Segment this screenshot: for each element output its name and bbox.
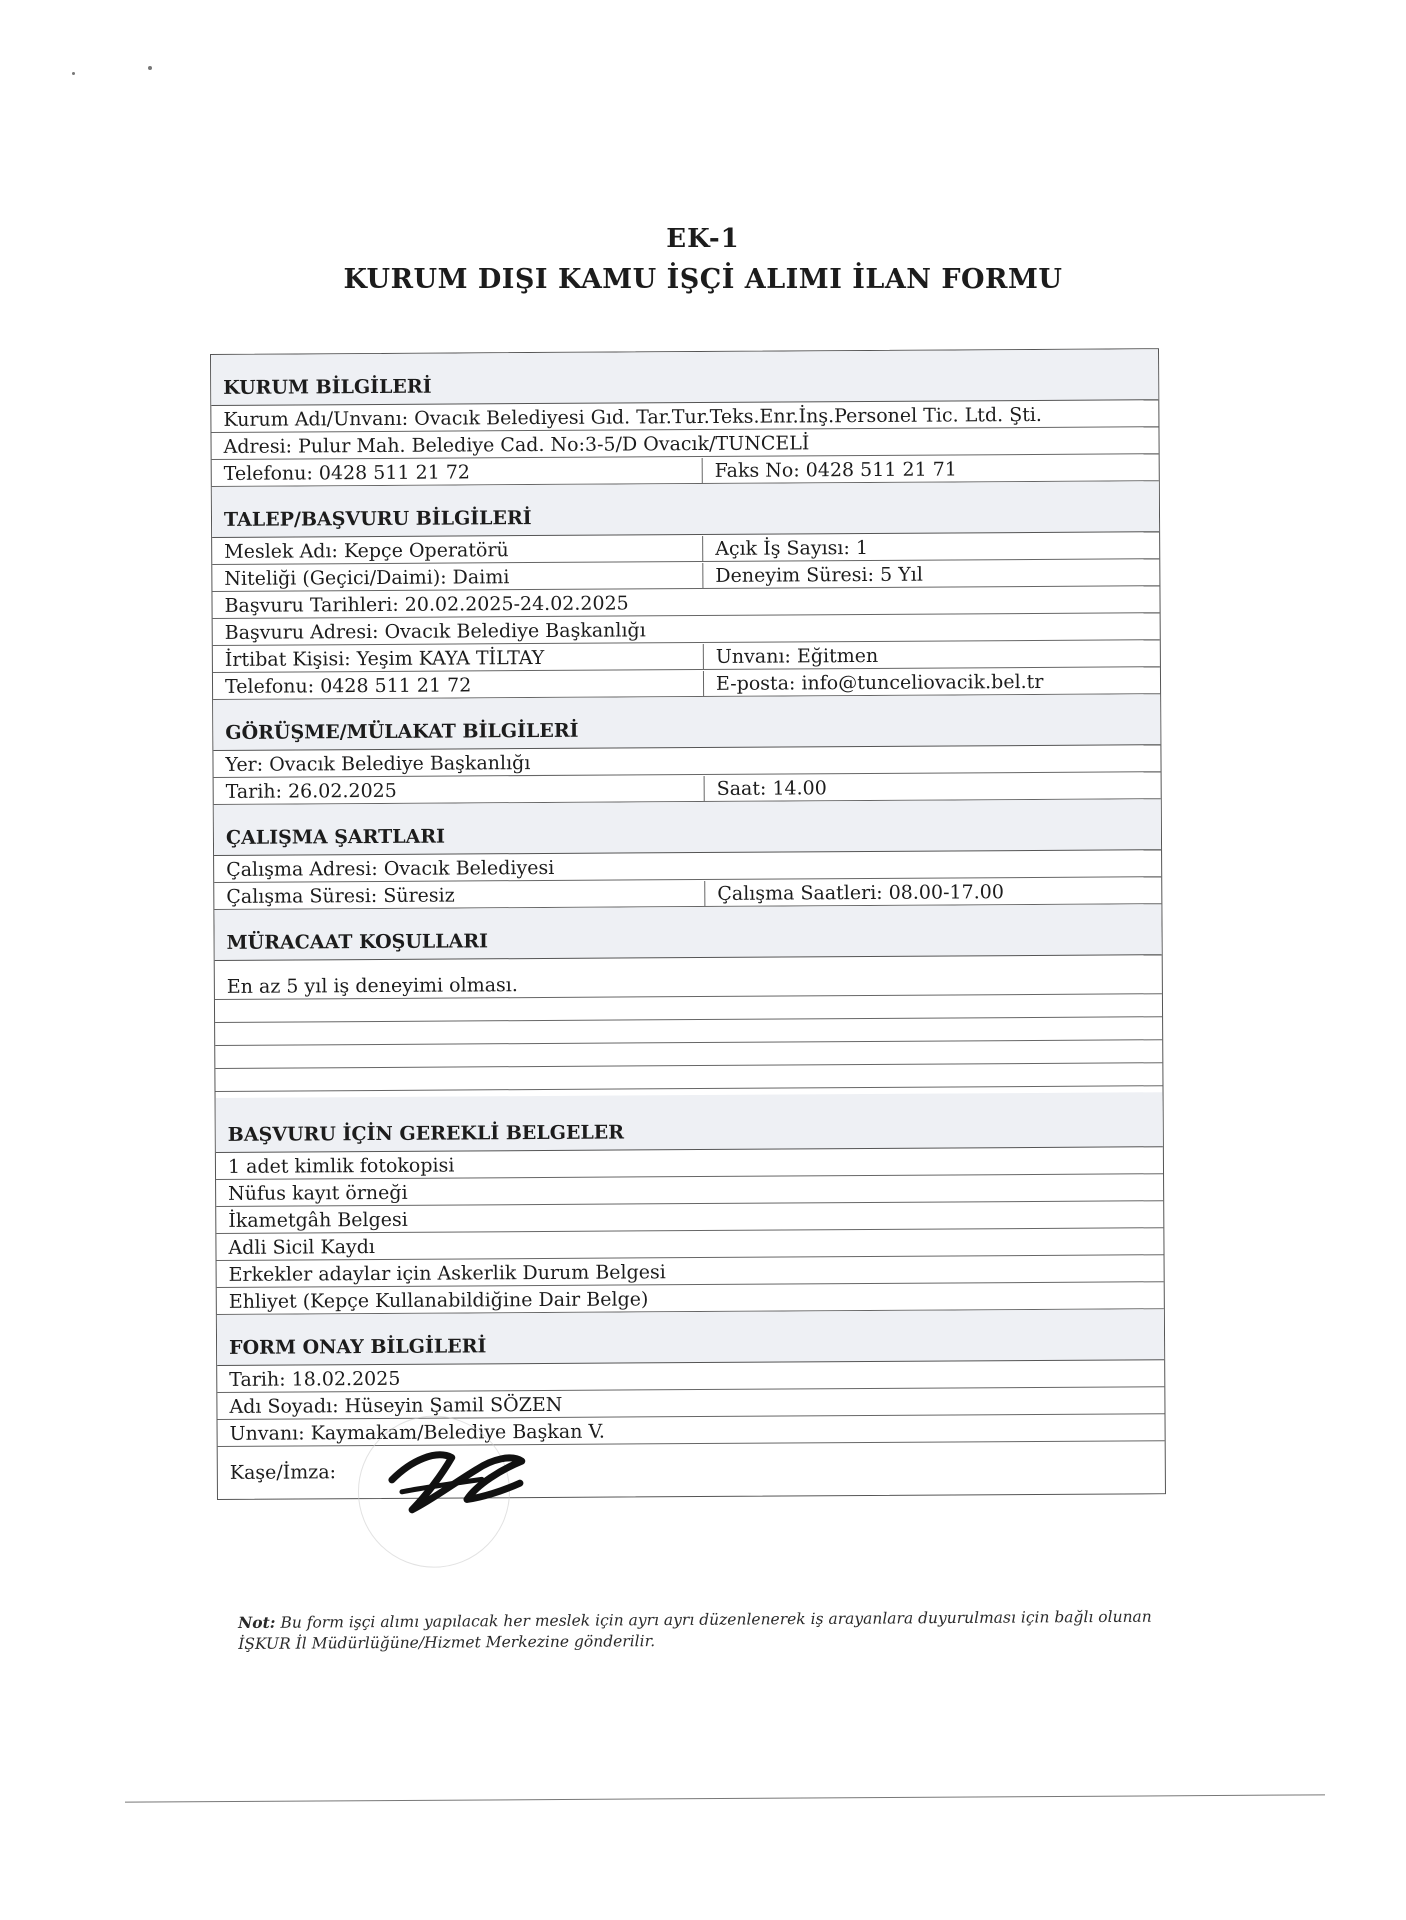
work-duration: Çalışma Süresi: Süresiz [214, 881, 705, 909]
stamp-signature-label: Kaşe/İmza: [229, 1461, 337, 1484]
form-row [215, 959, 1162, 1000]
contact-email: E-posta: info@tunceliovacik.bel.tr [715, 670, 1044, 695]
approver-title: Unvanı: Kaymakam/Belediye Başkan V. [229, 1420, 605, 1445]
requirement-item: En az 5 yıl iş deneyimi olması. [226, 974, 518, 998]
requirements-list [215, 955, 1163, 1092]
contact-phone: Telefonu: 0428 511 21 72 [213, 671, 704, 699]
document-header [0, 224, 1406, 295]
footnote-text: Bu form işçi alımı yapılacak her meslek için ayrı ayrı düzenlenerek iş arayanlara duyurulması için bağlı olunan İŞKUR İl Müdürlüğüne/Hizmet Merkezine gönderilir. [238, 1607, 1152, 1653]
footnote [238, 1605, 1198, 1655]
section-title-talep: TALEP/BAŞVURU BİLGİLERİ [212, 481, 1159, 538]
document-item: 1 adet kimlik fotokopisi [227, 1154, 455, 1178]
open-positions: Açık İş Sayısı: 1 [715, 536, 869, 560]
institution-name: Kurum Adı/Unvanı: Ovacık Belediyesi Gıd. Tar.Tur.Teks.Enr.İnş.Personel Tic. Ltd. Şti. [223, 403, 1042, 431]
institution-address: Adresi: Pulur Mah. Belediye Cad. No:3-5/D Ovacık/TUNCELİ [223, 432, 810, 458]
interview-date: Tarih: 26.02.2025 [214, 776, 705, 804]
application-address: Başvuru Adresi: Ovacık Belediye Başkanlığı [224, 619, 646, 644]
section-title-kurum: KURUM BİLGİLERİ [211, 349, 1158, 406]
footnote-label: Not: [238, 1612, 276, 1632]
application-form-table [210, 348, 1166, 1500]
document-title: KURUM DIŞI KAMU İŞÇİ ALIMI İLAN FORMU [343, 264, 1063, 295]
section-title-belgeler: BAŞVURU İÇİN GEREKLİ BELGELER [216, 1092, 1163, 1153]
institution-fax: Faks No: 0428 511 21 71 [714, 458, 957, 482]
section-title-calisma: ÇALIŞMA ŞARTLARI [214, 799, 1161, 856]
page-bottom-rule [125, 1794, 1325, 1802]
document-item: Ehliyet (Kepçe Kullanabildiğine Dair Belge) [228, 1288, 649, 1313]
section-title-muracaat: MÜRACAAT KOŞULLARI [214, 904, 1161, 961]
annex-label: EK-1 [666, 224, 740, 254]
document-item: İkametgâh Belgesi [228, 1208, 408, 1232]
contact-title: Unvanı: Eğitmen [715, 644, 879, 668]
document-item: Erkekler adaylar için Askerlik Durum Belgesi [228, 1261, 666, 1286]
scan-speck [148, 66, 152, 70]
document-item: Adli Sicil Kaydı [228, 1236, 376, 1259]
section-title-gorusme: GÖRÜŞME/MÜLAKAT BİLGİLERİ [213, 694, 1160, 751]
scan-speck [72, 72, 75, 75]
section-title-onay: FORM ONAY BİLGİLERİ [217, 1309, 1164, 1366]
position-type: Niteliği (Geçici/Daimi): Daimi [212, 563, 703, 591]
signature-mark [382, 1439, 532, 1520]
stamp-signature-row [218, 1441, 1165, 1499]
experience-duration: Deneyim Süresi: 5 Yıl [715, 563, 923, 587]
approval-date: Tarih: 18.02.2025 [229, 1367, 401, 1391]
work-hours: Çalışma Saatleri: 08.00-17.00 [717, 881, 1004, 905]
contact-person: İrtibat Kişisi: Yeşim KAYA TİLTAY [213, 644, 704, 672]
institution-phone: Telefonu: 0428 511 21 72 [212, 458, 703, 486]
approver-name: Adı Soyadı: Hüseyin Şamil SÖZEN [229, 1393, 563, 1418]
interview-time: Saat: 14.00 [716, 777, 827, 800]
work-address: Çalışma Adresi: Ovacık Belediyesi [226, 856, 555, 881]
occupation-name: Meslek Adı: Kepçe Operatörü [212, 536, 703, 564]
document-item: Nüfus kayıt örneği [228, 1181, 408, 1205]
application-dates: Başvuru Tarihleri: 20.02.2025-24.02.2025 [224, 592, 629, 617]
interview-location: Yer: Ovacık Belediye Başkanlığı [225, 752, 531, 776]
